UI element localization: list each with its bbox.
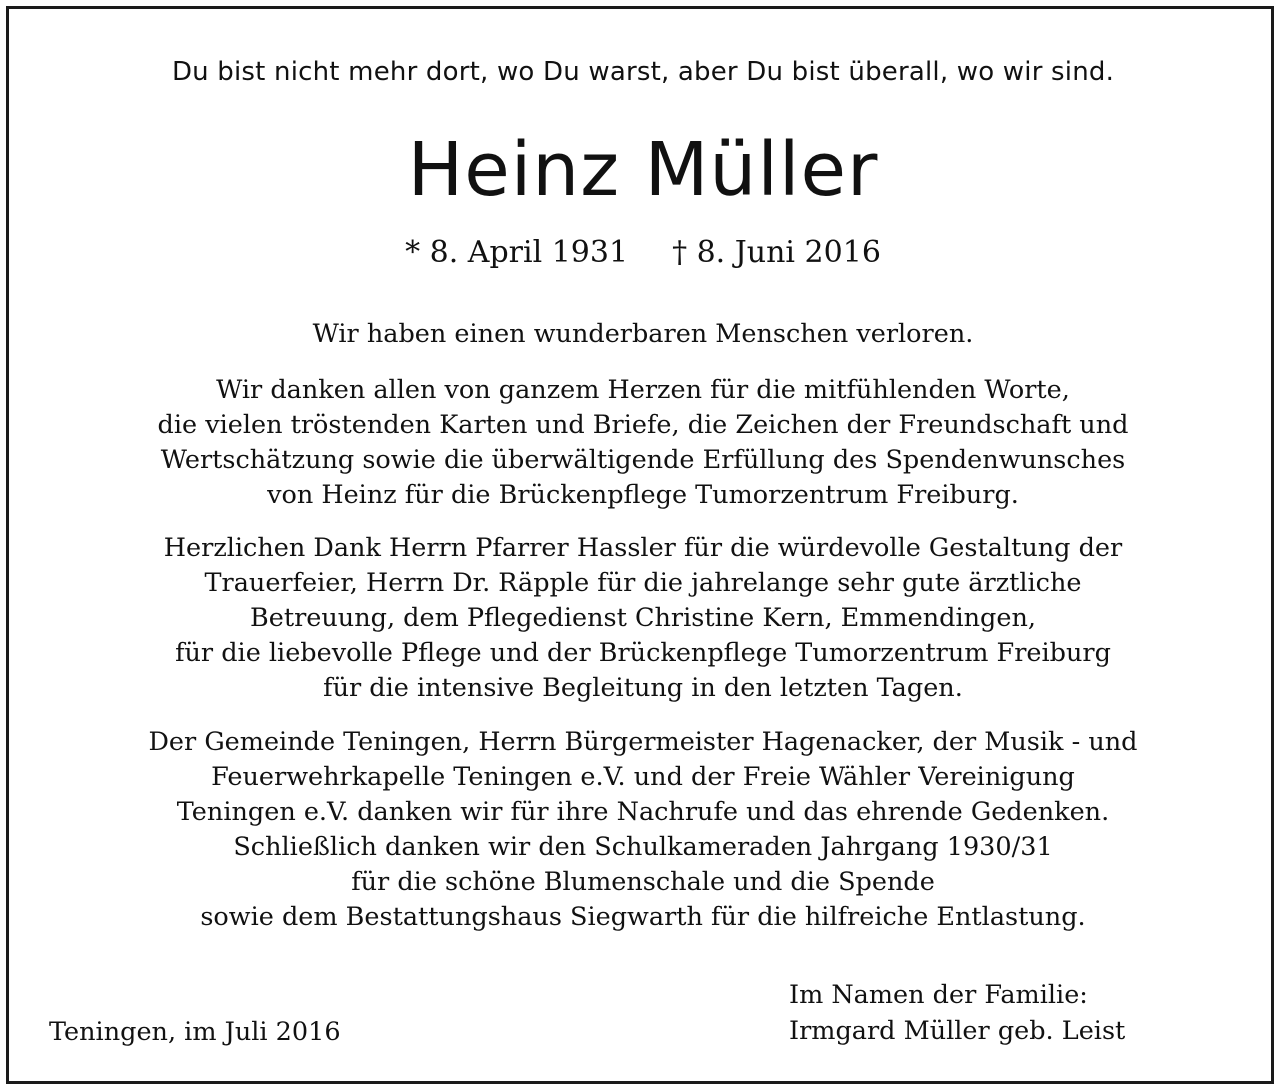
paragraph-thanks bbox=[9, 373, 1277, 513]
obituary-frame bbox=[6, 6, 1274, 1084]
text-line: für die intensive Begleitung in den letzten Tagen. bbox=[323, 673, 963, 703]
text-line: von Heinz für die Brückenpflege Tumorzentrum Freiburg. bbox=[267, 480, 1019, 510]
signature-name: Irmgard Müller geb. Leist bbox=[789, 1016, 1126, 1046]
motto-quote: Du bist nicht mehr dort, wo Du warst, aber Du bist überall, wo wir sind. bbox=[171, 57, 1115, 87]
death-date: † 8. Juni 2016 bbox=[672, 235, 881, 270]
text-line: für die schöne Blumenschale und die Spende bbox=[351, 867, 935, 897]
text-line: sowie dem Bestattungshaus Siegwarth für die hilfreiche Entlastung. bbox=[200, 902, 1086, 932]
text-line: Wertschätzung sowie die überwältigende Erfüllung des Spendenwunsches bbox=[160, 445, 1126, 475]
text-line: Trauerfeier, Herrn Dr. Räpple für die jahrelange sehr gute ärztliche bbox=[204, 568, 1082, 598]
place-and-date: Teningen, im Juli 2016 bbox=[49, 1017, 341, 1047]
paragraph-care-thanks bbox=[9, 531, 1277, 706]
text-line: die vielen tröstenden Karten und Briefe, die Zeichen der Freundschaft und bbox=[157, 410, 1129, 440]
text-line: Wir haben einen wunderbaren Menschen verloren. bbox=[312, 319, 974, 349]
paragraph-community-thanks bbox=[9, 725, 1277, 935]
family-signature bbox=[789, 977, 1125, 1049]
birth-date: * 8. April 1931 bbox=[405, 235, 629, 270]
life-dates bbox=[9, 235, 1277, 270]
text-line: Schließlich danken wir den Schulkameraden Jahrgang 1930/31 bbox=[233, 832, 1053, 862]
text-line: Herzlichen Dank Herrn Pfarrer Hassler für die würdevolle Gestaltung der bbox=[163, 533, 1123, 563]
text-line: Betreuung, dem Pflegedienst Christine Kern, Emmendingen, bbox=[250, 603, 1036, 633]
paragraph-loss bbox=[9, 317, 1277, 352]
text-line: Feuerwehrkapelle Teningen e.V. und der Freie Wähler Vereinigung bbox=[211, 762, 1075, 792]
text-line: für die liebevolle Pflege und der Brückenpflege Tumorzentrum Freiburg bbox=[175, 638, 1111, 668]
text-line: Teningen e.V. danken wir für ihre Nachrufe und das ehrende Gedenken. bbox=[176, 797, 1110, 827]
signature-intro: Im Namen der Familie: bbox=[789, 980, 1088, 1010]
deceased-name: Heinz Müller bbox=[407, 127, 879, 213]
text-line: Der Gemeinde Teningen, Herrn Bürgermeister Hagenacker, der Musik - und bbox=[148, 727, 1138, 757]
text-line: Wir danken allen von ganzem Herzen für die mitfühlenden Worte, bbox=[216, 375, 1070, 405]
